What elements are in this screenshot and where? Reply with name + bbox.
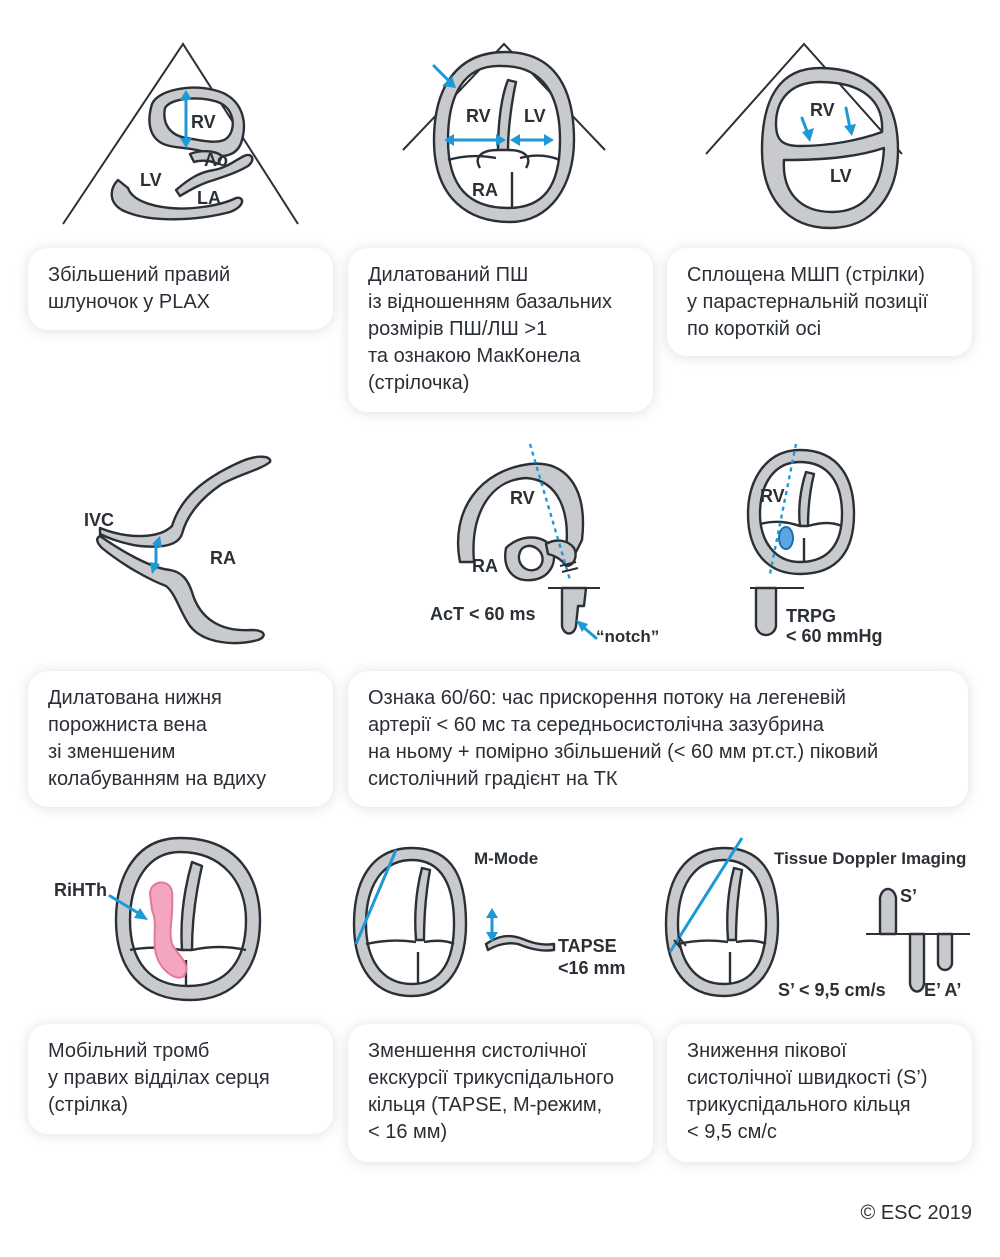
caption-ivc: Дилатована нижня порожниста вена зі зменшеним колабуванням на вдиху [28, 671, 333, 807]
a4c-rv-label: RV [466, 106, 491, 126]
a4c-ra-label: RA [472, 180, 498, 200]
notch-label: “notch” [596, 627, 660, 646]
caption-tdi: Зниження пікової систолічної швидкості (S’) трикуспідального кільця < 9,5 см/с [667, 1024, 972, 1162]
ivc-ra-label: RA [210, 548, 236, 568]
mmode-label: M-Mode [474, 849, 539, 868]
plax-ao-label: Ao [204, 150, 228, 170]
copyright: © ESC 2019 [860, 1202, 972, 1224]
plax-diagram [0, 0, 330, 240]
plax-rv-label: RV [191, 112, 216, 132]
a4c-rv-label-2: RV [760, 486, 785, 506]
caption-tapse: Зменшення систолічної екскурсії трикуспідального кільця (TAPSE, М-режим, < 16 мм) [348, 1024, 653, 1162]
caption-60-60: Ознака 60/60: час прискорення потоку на легеневій артерії < 60 мс та середньосистолічна зазубрина на ньому + помірно збільшений (< 60 мм рт.ст.) піковий систолічний градієнт на ТК [348, 671, 968, 807]
thrombus-diagram [0, 820, 330, 1020]
s-prime-value-label: S’ < 9,5 cm/s [778, 980, 886, 1000]
tapse-value-label: <16 mm [558, 958, 626, 978]
caption-a4c: Дилатований ПШ із відношенням базальних розмірів ПШ/ЛШ >1 та ознакою МакКонела (стрілочка) [348, 248, 653, 412]
tdi-label: Tissue Doppler Imaging [774, 849, 967, 868]
s-prime-label: S’ [900, 886, 918, 906]
caption-psax: Сплощена МШП (стрілки) у парастернальній позиції по короткій осі [667, 248, 972, 356]
trpg-label: TRPG [786, 606, 837, 626]
caption-plax: Збільшений правий шлуночок у PLAX [28, 248, 333, 330]
psax-lv-label: LV [830, 166, 852, 186]
psax-diagram [660, 0, 1000, 240]
tapse-label: TAPSE [558, 936, 617, 956]
plax-la-label: LA [197, 188, 221, 208]
tapse-diagram [330, 820, 660, 1020]
plax-lv-label: LV [140, 170, 162, 190]
psax-rv-label: RV [810, 100, 835, 120]
rvot-rv-label: RV [510, 488, 535, 508]
a4c-lv-label: LV [524, 106, 546, 126]
sign-60-60-diagram [330, 430, 1000, 660]
ivc-diagram [0, 430, 330, 660]
e-a-prime-label: E’ A’ [924, 980, 962, 1000]
tdi-diagram [660, 820, 1000, 1020]
a4c-diagram [330, 0, 660, 240]
trpg-value-label: < 60 mmHg [786, 626, 883, 646]
ivc-label: IVC [84, 510, 115, 530]
rihth-label: RiHTh [54, 880, 107, 900]
rvot-ra-label: RA [472, 556, 498, 576]
caption-thrombus: Мобільний тромб у правих відділах серця (стрілка) [28, 1024, 333, 1134]
act-label: AcT < 60 ms [430, 604, 536, 624]
